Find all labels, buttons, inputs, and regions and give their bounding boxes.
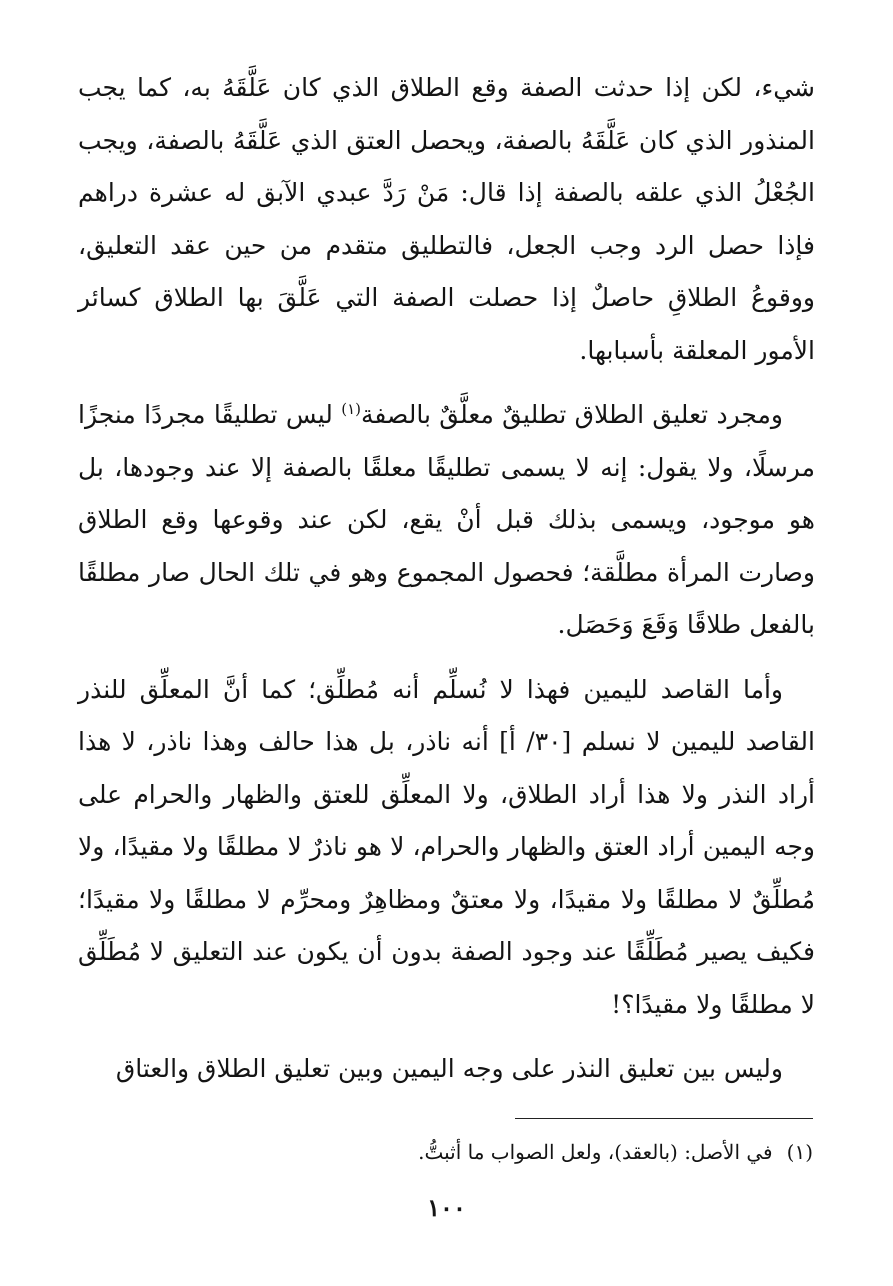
- main-text: [78, 62, 815, 1096]
- footnote-divider: [515, 1118, 813, 1119]
- footnote-text: في الأصل: (بالعقد)، ولعل الصواب ما أثبتُّ.: [418, 1140, 773, 1164]
- footnote-number: (١): [786, 1140, 813, 1164]
- paragraph-3: وأما القاصد لليمين فهذا لا نُسلِّم أنه مُطلِّق؛ كما أنَّ المعلِّق للنذر القاصد لليمين لا نسلم [٣٠/ أ] أنه ناذر، بل هذا حالف وهذا ناذر، لا هذا أراد النذر ولا هذا أراد الطلاق، ولا المعلِّق للعتق والظهار والحرام على وجه اليمين أراد العتق والظهار والحرام، لا هو ناذرٌ لا مطلقًا ولا مقيدًا، ولا مُطلِّقٌ لا مطلقًا ولا مقيدًا، ولا معتقٌ ومظاهِرٌ ومحرِّم لا مطلقًا ولا مقيدًا؛ فكيف يصير مُطَلِّقًا عند وجود الصفة بدون أن يكون عند التعليق لا مُطَلِّق لا مطلقًا ولا مقيدًا؟!: [78, 674, 815, 1019]
- paragraph-2-before-note: ومجرد تعليق الطلاق تطليقٌ معلَّقٌ بالصفة: [360, 400, 783, 429]
- paragraph-2-after-note: ليس تطليقًا مجردًا منجزًا مرسلًا، ولا يقول: إنه لا يسمى تطليقًا معلقًا بالصفة إلا عند وجودها، بل هو موجود، ويسمى بذلك قبل أنْ يقع، لكن عند وقوعها وقع الطلاق وصارت المرأة مطلَّقة؛ فحصول المجموع وهو في تلك الحال صار مطلقًا بالفعل طلاقًا وَقَعَ وَحَصَل.: [78, 400, 815, 639]
- footnote: [78, 1134, 813, 1170]
- page-number: ١٠٠: [427, 1193, 466, 1222]
- paragraph-1: شيء، لكن إذا حدثت الصفة وقع الطلاق الذي كان عَلَّقَهُ به، كما يجب المنذور الذي كان عَلَّقَهُ بالصفة، ويحصل العتق الذي عَلَّقَهُ بالصفة، ويجب الجُعْلُ الذي علقه بالصفة إذا قال: مَنْ رَدَّ عبدي الآبق له عشرة دراهم فإذا حصل الرد وجب الجعل، فالتطليق متقدم من حين عقد التعليق، ووقوعُ الطلاقِ حاصلٌ إذا حصلت الصفة التي عَلَّقَ بها الطلاق كسائر الأمور المعلقة بأسبابها.: [78, 73, 815, 365]
- footnote-reference: (١): [341, 400, 361, 418]
- paragraph-2: [78, 389, 815, 652]
- paragraph-4: وليس بين تعليق النذر على وجه اليمين وبين تعليق الطلاق والعتاق: [115, 1054, 783, 1083]
